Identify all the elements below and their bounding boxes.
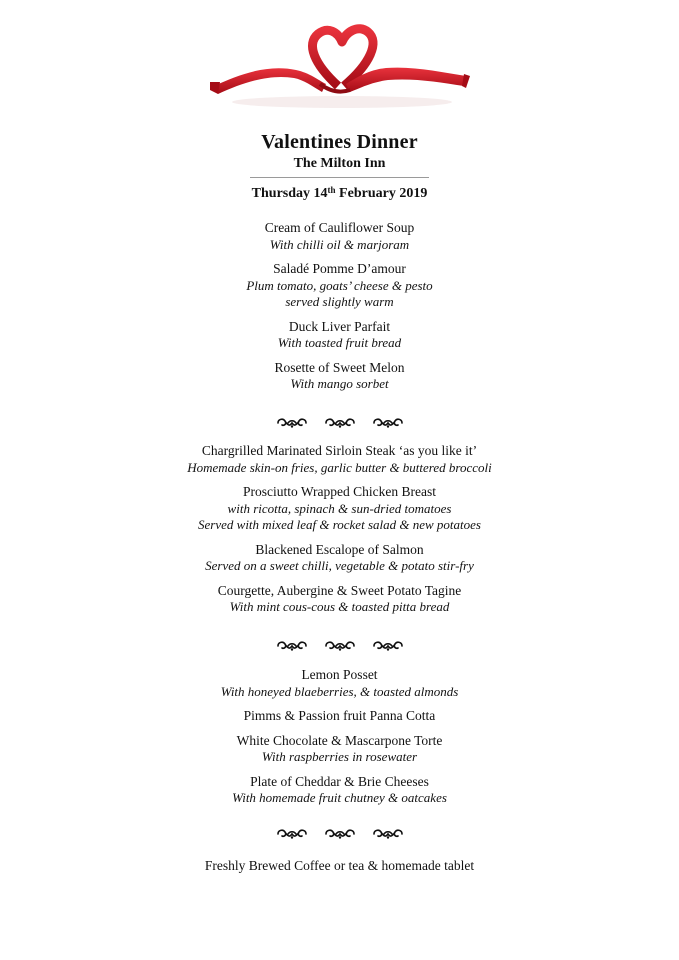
flourish-ornament-icon bbox=[324, 637, 356, 649]
section-divider-3 bbox=[0, 825, 679, 839]
venue-name: The Milton Inn bbox=[293, 156, 386, 171]
dish-name: Saladé Pomme D’amour bbox=[273, 261, 406, 276]
section-divider-2 bbox=[0, 637, 679, 651]
event-date bbox=[0, 185, 679, 202]
flourish-ornament-icon bbox=[372, 825, 404, 837]
dish-description: With mango sorbet bbox=[290, 376, 389, 391]
dish-description: With chilli oil & marjoram bbox=[269, 236, 410, 252]
menu-item bbox=[0, 708, 679, 725]
dish-name: Prosciutto Wrapped Chicken Breast bbox=[242, 484, 437, 499]
title-divider bbox=[250, 177, 429, 178]
dish-name: Chargrilled Marinated Sirloin Steak ‘as you like it’ bbox=[201, 443, 478, 458]
dish-name: Courgette, Aubergine & Sweet Potato Tagine bbox=[217, 582, 462, 598]
dish-description: Homemade skin-on fries, garlic butter & buttered broccoli bbox=[187, 459, 492, 475]
date-day: Thursday 14 bbox=[251, 186, 328, 201]
date-rest: February 2019 bbox=[335, 186, 428, 201]
menu-item bbox=[0, 319, 679, 352]
flourish-ornament-icon bbox=[324, 825, 356, 837]
dish-name: Blackened Escalope of Salmon bbox=[255, 541, 424, 557]
dish-name: Lemon Posset bbox=[301, 667, 378, 682]
dish-name: Cream of Cauliflower Soup bbox=[264, 220, 415, 235]
dish-description: With honeyed blaeberries, & toasted almonds bbox=[220, 683, 459, 699]
menu-title: Valentines Dinner bbox=[261, 131, 418, 153]
menu-item bbox=[0, 583, 679, 616]
dish-name: Plate of Cheddar & Brie Cheeses bbox=[250, 773, 429, 789]
flourish-ornament-icon bbox=[324, 414, 356, 426]
coffee-line: Freshly Brewed Coffee or tea & homemade tablet bbox=[204, 858, 475, 873]
flourish-ornament-icon bbox=[276, 414, 308, 426]
menu-item bbox=[0, 542, 679, 575]
heart-ribbon-icon bbox=[210, 20, 470, 112]
dish-description: Served on a sweet chilli, vegetable & potato stir-fry bbox=[205, 558, 474, 573]
menu-item bbox=[0, 484, 679, 534]
dish-description: Plum tomato, goats’ cheese & pesto bbox=[246, 277, 433, 293]
dish-description: With raspberries in rosewater bbox=[261, 749, 418, 764]
dish-name: Pimms & Passion fruit Panna Cotta bbox=[243, 708, 436, 723]
dish-description: with ricotta, spinach & sun-dried tomatoes bbox=[227, 500, 452, 516]
menu-item bbox=[0, 220, 679, 253]
dish-description: served slightly warm bbox=[285, 294, 394, 309]
desserts-section bbox=[0, 667, 679, 815]
mains-section bbox=[0, 443, 679, 624]
flourish-ornament-icon bbox=[276, 825, 308, 837]
flourish-ornament-icon bbox=[276, 637, 308, 649]
starters-section bbox=[0, 220, 679, 401]
menu-item bbox=[0, 774, 679, 807]
dish-description: With mint cous-cous & toasted pitta bread bbox=[229, 599, 450, 614]
dish-name: Duck Liver Parfait bbox=[288, 318, 391, 334]
dish-name: White Chocolate & Mascarpone Torte bbox=[236, 732, 443, 748]
dish-description: Served with mixed leaf & rocket salad & new potatoes bbox=[198, 517, 481, 532]
section-divider-1 bbox=[0, 414, 679, 428]
flourish-ornament-icon bbox=[372, 637, 404, 649]
menu-item bbox=[0, 667, 679, 700]
menu-item bbox=[0, 733, 679, 766]
dish-name: Rosette of Sweet Melon bbox=[274, 359, 405, 375]
menu-item bbox=[0, 360, 679, 393]
date-suffix: th bbox=[327, 185, 336, 195]
menu-item bbox=[0, 261, 679, 311]
dish-description: With homemade fruit chutney & oatcakes bbox=[232, 790, 447, 805]
dish-description: With toasted fruit bread bbox=[277, 335, 402, 350]
menu-item bbox=[0, 443, 679, 476]
flourish-ornament-icon bbox=[372, 414, 404, 426]
